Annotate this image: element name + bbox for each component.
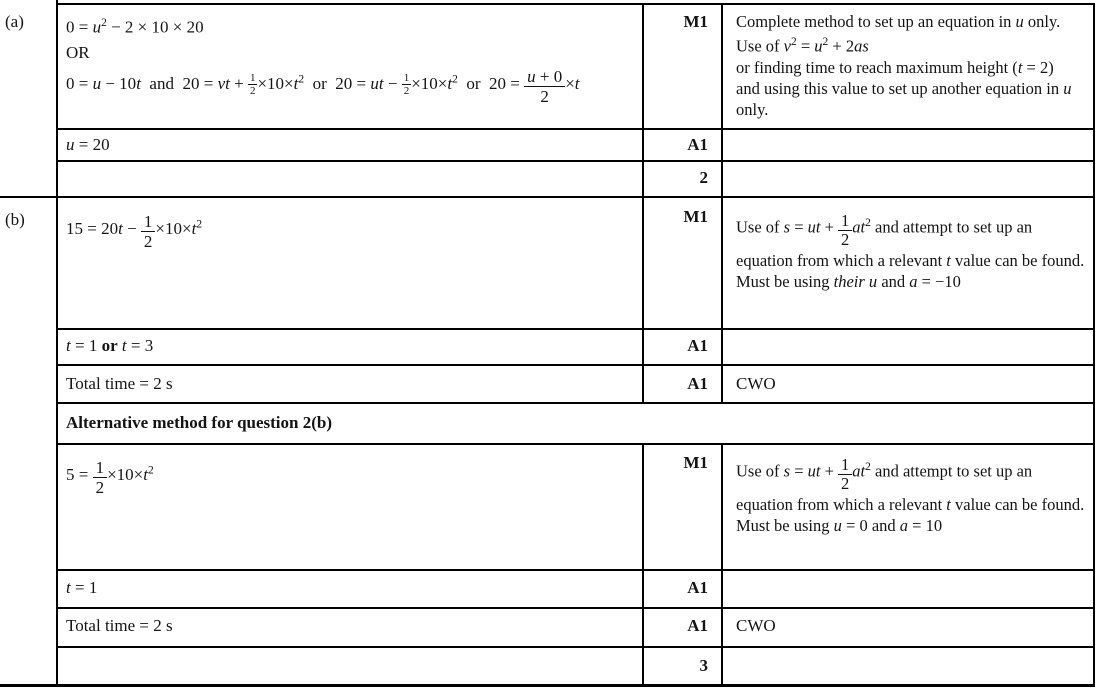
text-line: Must be using their u and a = −10 xyxy=(736,271,961,291)
table-border xyxy=(1093,3,1095,687)
text-line: 0 = u − 10t and 20 = vt + $\frac{1}{2}$ $\times 10\times t^2$ or 20 = ut − $\frac{1}{2}$ $\times 10\times t^2$ or 20 = $\frac{u + 0}{2}$ ×t xyxy=(66,66,580,106)
row-a3-total-marks: 2 xyxy=(699,168,708,187)
fraction: $\frac{1}{2}$ xyxy=(838,456,852,494)
row-a1-notes xyxy=(736,11,1088,120)
math-variable: t xyxy=(946,250,951,270)
row-final-total-marks: 3 xyxy=(699,656,708,675)
superscript: 2 xyxy=(148,464,154,477)
text-line: Complete method to set up an equation in u only. xyxy=(736,12,1061,31)
math-variable: ut xyxy=(807,461,821,481)
row-alt3-note: CWO xyxy=(736,616,776,635)
text-line: OR xyxy=(66,42,90,62)
fraction: $\frac{1}{2}$ xyxy=(838,212,852,250)
math-variable: u xyxy=(833,515,842,535)
row-a1-mark: M1 xyxy=(683,12,708,31)
text-line: Must be using u = 0 and a = 10 xyxy=(736,515,943,535)
table-border xyxy=(56,160,1095,162)
superscript: 2 xyxy=(452,73,458,86)
row-alt2-working: t = 1 xyxy=(66,578,98,597)
table-border xyxy=(721,3,723,403)
fraction: $\frac{1}{2}$ xyxy=(141,212,156,251)
table-border xyxy=(56,364,1095,366)
text-line: Use of s = ut + $\frac{1}{2}$ $at^2$ and attempt to set up an equation from which a relevant t value can be found. xyxy=(736,211,1085,270)
math-variable: u xyxy=(814,36,823,56)
row-b1-mark: M1 xyxy=(683,207,708,226)
math-variable: t xyxy=(447,73,453,93)
math-variable: t xyxy=(143,465,149,485)
table-border xyxy=(56,607,1095,609)
table-border xyxy=(56,443,1095,445)
table-border xyxy=(56,402,1095,404)
row-b2-mark: A1 xyxy=(687,336,708,355)
row-alt3-mark: A1 xyxy=(687,616,708,635)
fraction: $\frac{u + 0}{2}$ xyxy=(524,67,565,106)
table-border xyxy=(56,128,1095,130)
math-variable: as xyxy=(854,36,869,56)
row-a2-working: u = 20 xyxy=(66,135,110,154)
row-alt1-working: 5 = $\frac{1}{2}$ $\times 10\times t^2$ xyxy=(66,458,154,498)
math-variable: v xyxy=(783,36,791,56)
table-border xyxy=(721,443,723,687)
math-variable: a xyxy=(909,271,918,291)
text-line: $0 = u^2 - 2 \times 10 \times 20$ xyxy=(66,17,204,37)
math-variable: ut xyxy=(807,217,821,237)
superscript: 2 xyxy=(865,460,871,473)
math-variable: vt xyxy=(217,73,230,93)
superscript: 2 xyxy=(196,218,203,231)
table-border xyxy=(56,646,1095,648)
math-variable: u xyxy=(1063,78,1072,98)
superscript: 2 xyxy=(101,17,107,29)
row-b2-working: t = 1 or t = 3 xyxy=(66,336,154,355)
math-variable: u xyxy=(92,73,102,93)
superscript: 2 xyxy=(790,36,797,48)
math-variable: a xyxy=(899,515,909,535)
table-border xyxy=(0,684,1095,687)
math-variable: t xyxy=(66,336,71,355)
table-border xyxy=(56,328,1095,330)
superscript: 2 xyxy=(865,216,871,229)
text-line: and using this value to set up another equation in u only. xyxy=(736,78,1072,119)
math-variable: t xyxy=(136,73,141,93)
row-b1-notes xyxy=(736,212,1086,292)
text-line: or finding time to reach maximum height (t = 2) xyxy=(736,57,1054,77)
superscript: 2 xyxy=(822,36,829,48)
math-variable: t xyxy=(1017,57,1023,77)
math-variable: s xyxy=(783,461,791,481)
row-b3-working: Total time = 2 s xyxy=(66,374,173,393)
bold-text: or xyxy=(101,336,118,355)
math-variable: u xyxy=(66,135,75,154)
row-a1-working xyxy=(66,12,638,106)
table-border xyxy=(56,0,58,687)
table-border xyxy=(642,443,644,687)
text-line: Use of s = ut + $\frac{1}{2}$ $at^2$ and attempt to set up an equation from which a relevant t value can be found. xyxy=(736,455,1085,514)
math-variable: t xyxy=(191,219,197,239)
row-alt1-notes xyxy=(736,456,1086,536)
math-variable: t xyxy=(121,336,127,355)
row-b3-mark: A1 xyxy=(687,374,708,393)
math-variable: u xyxy=(527,66,536,86)
math-variable: t xyxy=(66,578,71,597)
row-alt1-mark: M1 xyxy=(683,453,708,472)
fraction: $\frac{1}{2}$ xyxy=(93,458,108,497)
math-variable: at xyxy=(852,217,866,237)
part-label-b: (b) xyxy=(5,210,25,229)
text-line: Use of $v^2 = u^2 + 2as$ xyxy=(736,36,869,56)
row-alt3-working: Total time = 2 s xyxy=(66,616,173,635)
math-variable: ut xyxy=(370,73,384,93)
math-variable: their u xyxy=(833,271,878,291)
row-b1-working: 15 = 20t − $\frac{1}{2}$ $\times 10\times t^2$ xyxy=(66,212,203,252)
fraction: $\frac{1}{2}$ xyxy=(403,71,410,97)
math-variable: t xyxy=(574,73,580,93)
math-variable: t xyxy=(946,494,951,514)
superscript: 2 xyxy=(298,73,305,86)
alternative-method-header: Alternative method for question 2(b) xyxy=(66,413,332,432)
table-border xyxy=(56,569,1095,571)
math-variable: s xyxy=(783,217,791,237)
fraction: $\frac{1}{2}$ xyxy=(249,71,256,97)
math-variable: t xyxy=(118,219,123,239)
math-variable: t xyxy=(293,73,299,93)
row-a2-mark: A1 xyxy=(687,135,708,154)
row-b3-note: CWO xyxy=(736,374,776,393)
table-border xyxy=(56,3,1095,5)
row-alt2-mark: A1 xyxy=(687,578,708,597)
table-border xyxy=(0,196,1095,198)
math-variable: at xyxy=(852,461,866,481)
math-variable: u xyxy=(92,17,102,37)
math-variable: u xyxy=(1015,12,1024,31)
part-label-a: (a) xyxy=(5,12,24,31)
